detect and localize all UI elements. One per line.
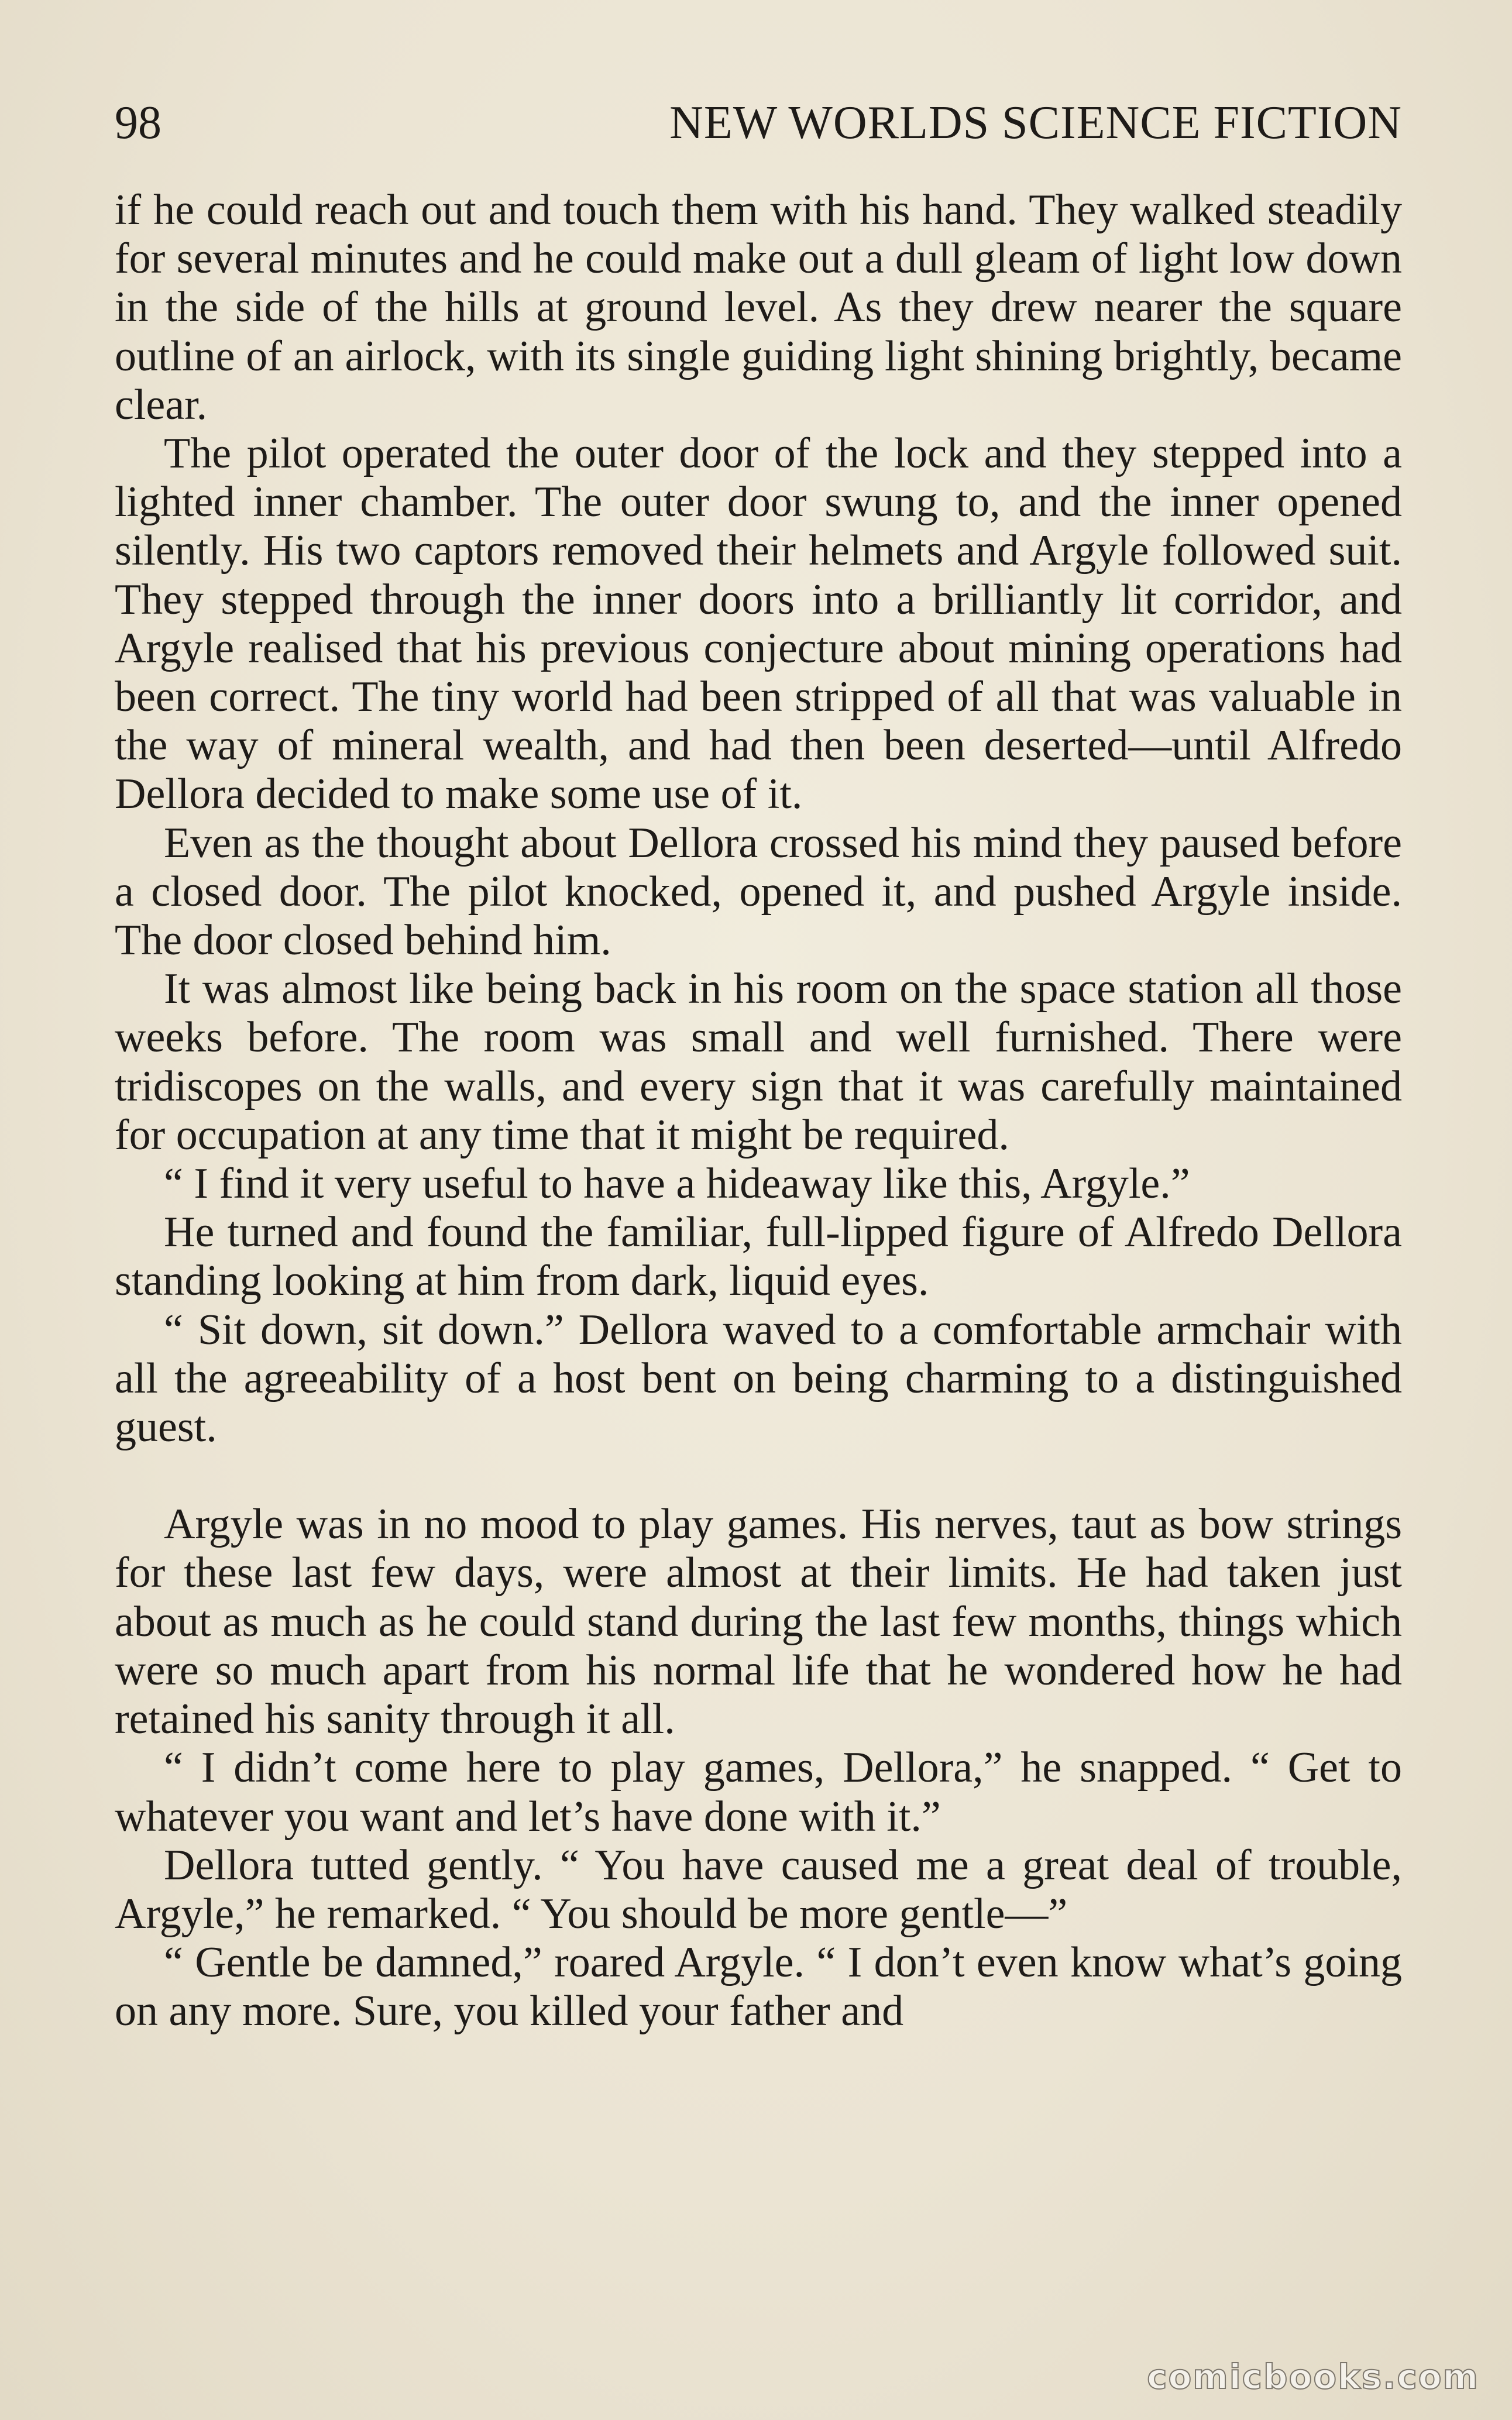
paragraph-dialogue: “ I find it very useful to have a hideaway like this, Argyle.” bbox=[164, 1160, 1190, 1208]
paragraph: The pilot operated the outer door of the lock and they stepped into a lighted inner chamber. The outer door swung to, and the inner opened silently. His two captors removed their helmets and Argyle followed suit. They stepped through the inner doors into a brilliantly lit corridor, and Argyle realised that his previous conjecture about mining operations had been correct. The tiny world had been stripped of all that was valuable in the way of mineral wealth, and had then been deserted—until Alfredo Dellora decided to make some use of it. bbox=[115, 429, 1402, 819]
page-number: 98 bbox=[115, 97, 161, 149]
paragraph: Even as the thought about Dellora crossed his mind they paused before a closed door. The pilot knocked, opened it, and pushed Argyle inside. The door closed behind him. bbox=[115, 819, 1402, 965]
paragraph-continuation: if he could reach out and touch them with his hand. They walked steadily for several minutes and he could make out a dull gleam of light low down in the side of the hills at ground level. As they drew nearer the square outline of an airlock, with its single guiding light shining brightly, became clear. bbox=[115, 186, 1402, 429]
paragraph-dialogue: “ I didn’t come here to play games, Dellora,” he snapped. “ Get to whatever you want and let’s have done with it.” bbox=[115, 1744, 1402, 1841]
page-header bbox=[115, 88, 1402, 158]
body-text bbox=[115, 186, 1402, 2036]
paragraph-section-start: Argyle was in no mood to play games. His nerves, taut as bow strings for these last few days, were almost at their limits. He had taken just about as much as he could stand during the last few months, things which were so much apart from his normal life that he wondered how he had retained his sanity through it all. bbox=[115, 1500, 1402, 1744]
paragraph: It was almost like being back in his room on the space station all those weeks before. The room was small and well furnished. There were tridiscopes on the walls, and every sign that it was carefully maintained for occupation at any time that it might be required. bbox=[115, 965, 1402, 1159]
watermark-logo: comicbooks.com bbox=[1147, 2357, 1479, 2397]
paragraph: He turned and found the familiar, full-lipped figure of Alfredo Dellora standing looking at him from dark, liquid eyes. bbox=[115, 1208, 1402, 1305]
paragraph-dialogue: Dellora tutted gently. “ You have caused me a great deal of trouble, Argyle,” he remarked. “ You should be more gentle—” bbox=[115, 1841, 1402, 1938]
paragraph-dialogue: “ Gentle be damned,” roared Argyle. “ I don’t even know what’s going on any more. Sure, you killed your father and bbox=[115, 1938, 1402, 2036]
paragraph-dialogue: “ Sit down, sit down.” Dellora waved to a comfortable armchair with all the agreeability of a host bent on being charming to a distinguished guest. bbox=[115, 1305, 1402, 1452]
running-head: NEW WORLDS SCIENCE FICTION bbox=[669, 97, 1402, 149]
